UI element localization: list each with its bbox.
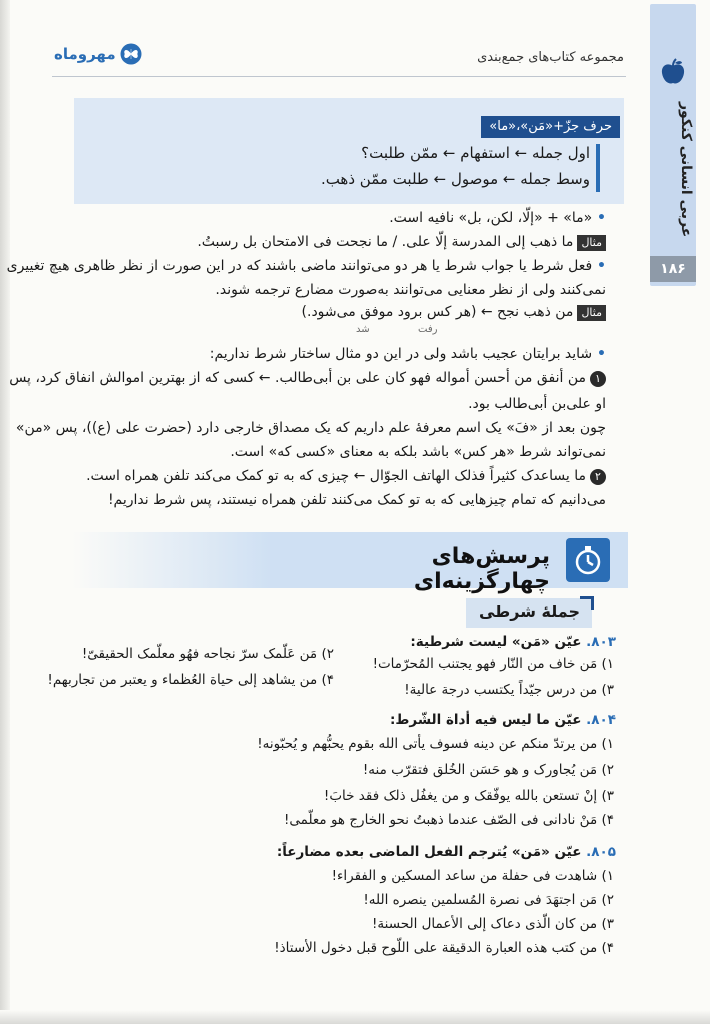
rule-bar: [596, 144, 600, 192]
apple-icon: [658, 58, 688, 86]
q803-option-3: ۳) من درس جیّداً یکتسب درجة عالیة!: [404, 682, 614, 698]
header-divider: [52, 76, 626, 77]
note-3-item-1d: نمی‌تواند شرط «هر کس» باشد بلکه به معنای «کسی که» است.: [230, 444, 606, 460]
banner-fade: [72, 532, 272, 588]
q805-option-1: ۱) شاهدت فی حفلة من ساعد المسکین و الفقراء!: [331, 868, 614, 884]
note-1-example: [66, 234, 606, 251]
q804-option-2: ۲) مَن یُجاورک و هو حَسَن الخُلق فتقرّب منه!: [362, 762, 614, 778]
note-2-line-b: نمی‌کنند ولی از نظر معنایی می‌توانند به‌صورت مضارع ترجمه شوند.: [215, 282, 606, 298]
page-bottom-edge: [0, 1010, 710, 1024]
q805-option-4: ۴) من کتب هذه العبارة الدقیقة علی اللّوح قبل دخول الأستاذ!: [274, 940, 614, 956]
note-2-text-a: فعل شرط یا جواب شرط یا هر دو می‌توانند ماضی باشند که در این صورت از نظر ظاهری هیچ تغییری: [6, 258, 593, 274]
question-number: ۸۰۵.: [586, 844, 616, 860]
note-3-item-1b: او علی‌بن أبی‌طالب بود.: [468, 396, 606, 412]
subheading-corner: [580, 596, 594, 610]
note-3-item-1a-text: من أنفق من أحسن أمواله فهو کان علی بن أبی‌طالب. ← کسی که از بهترین اموالش انفاق کرد، پس: [9, 370, 586, 386]
note-3-item-2b: می‌دانیم که تمام چیزهایی که به تو کمک می‌کنند تلفن همراه نیستند، پس شرط نداریم!: [107, 492, 606, 508]
q803-option-1: ۱) مَن خاف من النّار فهو یجتنب المُحرّمات!: [372, 656, 614, 672]
logo-text: مهروماه: [54, 45, 116, 63]
note-2-annotation-a: رفت: [418, 324, 438, 335]
question-prompt: عیّن ما لیس فیه أداة الشّرط:: [390, 712, 582, 728]
note-3-item-2a-text: ما یساعدک کثیراً فذلک الهاتف الجوّال ← چیزی که به تو کمک می‌کند تلفن همراه است.: [86, 468, 586, 484]
note-3-item-2a: [66, 468, 606, 485]
note-1-example-text: ما ذهب إلی المدرسة إلّا علی. / ما نجحت فی الامتحان بل رسبتُ.: [197, 234, 574, 250]
question-805: [56, 844, 616, 860]
page-edge: [0, 0, 10, 1024]
subheading: جملهٔ شرطی: [478, 602, 580, 621]
q803-option-2: ۲) مَن عَلّمک سرّ نجاحه فهُو معلّمک الحقیقیّ!: [81, 646, 334, 662]
note-3-item-1c: چون بعد از «فَ» یک اسم معرفهٔ علم داریم که یک مصداق خارجی دارد (حضرت علی (ع))، پس «من»: [15, 420, 606, 436]
page-number: ۱۸۶: [650, 256, 696, 282]
butterfly-logo-icon: [120, 43, 142, 65]
q804-option-3: ۳) إنْ تستعن بالله یوفّقک و من یغفُل ذلک فقد خابَ!: [323, 788, 614, 804]
rule-label: حرف جزّ+«مَن»،«ما»: [481, 116, 620, 138]
note-2-example: [66, 304, 606, 321]
rule-line-2: وسط جمله ← موصول ← طلبت ممّن ذهب.: [320, 170, 590, 188]
example-tag: مثال: [577, 305, 606, 321]
stopwatch-icon: [566, 538, 610, 582]
bullet-icon: •: [592, 258, 606, 274]
bullet-icon: •: [592, 346, 606, 362]
q804-option-4: ۴) مَنْ نادانی فی الصّف عندما ذهبتُ نحو الخارج هو معلّمی!: [283, 812, 614, 828]
question-prompt: عیّن «مَن» یُترجم الفعل الماضی بعده مضارعاً:: [276, 844, 582, 860]
q804-option-1: ۱) من یرتدّ منکم عن دینه فسوف یأتی الله بقوم یحبُّهم و یُحبّونه!: [257, 736, 614, 752]
bullet-icon: •: [592, 210, 606, 226]
note-3-item-1a: [9, 370, 606, 387]
note-2-example-text: من ذهب نجح ← (هر کس برود موفق می‌شود.): [301, 304, 574, 320]
note-3-text: شاید برایتان عجیب باشد ولی در این دو مثال ساختار شرط نداریم:: [209, 346, 593, 362]
note-2-annotation-b: شد: [356, 324, 370, 335]
question-804: [56, 712, 616, 728]
q803-option-4: ۴) من یشاهد إلی حیاة العُظماء و یعتبر من تجاربهم!: [47, 672, 334, 688]
note-1: [66, 210, 606, 226]
logo: [54, 42, 142, 66]
side-tab: [650, 4, 696, 286]
q805-option-3: ۳) من کان الّذی دعاک إلی الأعمال الحسنة!: [371, 916, 614, 932]
book-title: عربی انسانی کنکور: [678, 102, 694, 238]
rule-line-1: اول جمله ← استفهام ← ممّن طلبت؟: [361, 144, 590, 162]
number-badge: ۲: [590, 469, 606, 485]
note-1-text: «ما» + «إلّا، لکن، بل» نافیه است.: [389, 210, 593, 226]
q805-option-2: ۲) مَن اجتهَدَ فی نصرة المُسلمین ینصره الله!: [363, 892, 614, 908]
question-prompt: عیّن «مَن» لیست شرطیة:: [410, 634, 582, 650]
note-3: [66, 346, 606, 362]
section-title: پرسش‌های چهارگزینه‌ای: [413, 544, 550, 594]
example-tag: مثال: [577, 235, 606, 251]
number-badge: ۱: [590, 371, 606, 387]
question-number: ۸۰۳.: [586, 634, 616, 650]
series-title: مجموعه کتاب‌های جمع‌بندی: [477, 50, 624, 65]
question-number: ۸۰۴.: [586, 712, 616, 728]
note-2-line-a: [6, 258, 606, 274]
